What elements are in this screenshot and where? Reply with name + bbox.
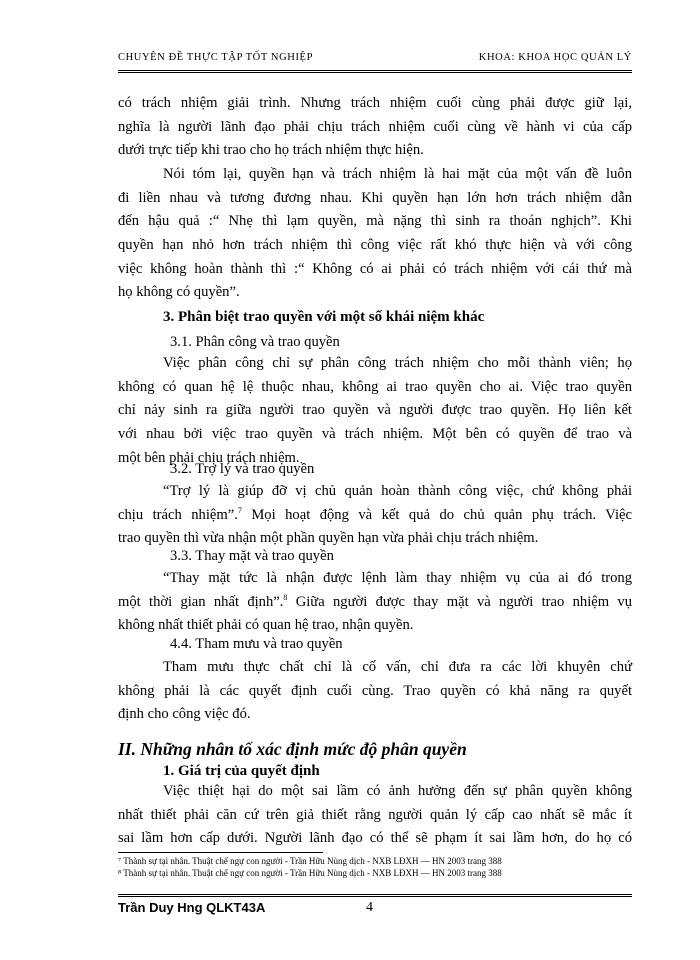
- text-line: đến hậu quả :“ Nhẹ thì lạm quyền, mà nặng thì sinh ra thoán nghịch”. Khi: [118, 213, 632, 230]
- text-fragment: một thời gian nhất định”.: [118, 593, 284, 610]
- subsection-1-text: [118, 780, 632, 851]
- text-line: không có quan hệ lệ thuộc nhau, không ai trao quyền cho ai. Việc trao quyền: [118, 378, 632, 395]
- header-right-text: KHOA: KHOA HỌC QUẢN LÝ: [478, 52, 632, 63]
- section-ii-heading: II. Những nhân tố xác định mức độ phân quyền: [118, 739, 467, 759]
- text-line: Tham mưu thực chất chỉ là cố vấn, chỉ đưa ra các lời khuyên chứ: [163, 659, 632, 675]
- footer-divider: [118, 894, 632, 897]
- footer-author: Trần Duy Hng QLKT43A: [118, 900, 266, 915]
- paragraph-2: [118, 163, 632, 305]
- header-divider: [118, 70, 632, 73]
- text-line: một bên phải chịu trách nhiệm.: [118, 449, 300, 466]
- subsection-3-3-heading: 3.3. Thay mặt và trao quyền: [170, 548, 334, 564]
- text-line: đi liền nhau và tương đương nhau. Khi quyền hạn lớn hơn trách nhiệm dẫn: [118, 189, 632, 206]
- text-fragment: chịu trách nhiệm”.: [118, 506, 238, 523]
- subsection-3-3-text: [118, 567, 632, 638]
- text-line: nghĩa là người lãnh đạo phải chịu trách nhiệm cuối cùng về hành vi của cấp: [118, 118, 632, 135]
- text-line: Việc thiệt hại do một sai lầm có ảnh hưởng đến sự phân quyền không: [163, 783, 632, 799]
- text-line: việc không hoàn thành thì :“ Không có ai phải có trách nhiệm với cái thứ mà: [118, 260, 632, 277]
- subsection-3-2-text: [118, 480, 632, 551]
- text-line: không phải là các quyết định cuối cùng. Trao quyền có khả năng ra quyết: [118, 682, 632, 699]
- subsection-3-1-text: [118, 352, 632, 470]
- section-3-heading: 3. Phân biệt trao quyền với một số khái niệm khác: [163, 309, 485, 325]
- text-line: dưới trực tiếp khi trao cho họ trách nhiệm thực hiện.: [118, 142, 424, 159]
- page-number: 4: [366, 900, 373, 915]
- header-left-text: CHUYÊN ĐỀ THỰC TẬP TỐT NGHIỆP: [118, 52, 314, 63]
- subsection-1-heading: 1. Giá trị của quyết định: [163, 763, 320, 779]
- subsection-3-1-heading: 3.1. Phân công và trao quyền: [170, 334, 340, 350]
- text-line: chỉ nảy sinh ra giữa người trao quyền và người được trao quyền. Họ liên kết: [118, 402, 632, 419]
- subsection-4-4-heading: 4.4. Tham mưu và trao quyền: [170, 636, 343, 652]
- text-line: “Trợ lý là giúp đỡ vị chủ quản hoàn thành công việc, chứ không phải: [163, 483, 632, 499]
- text-line: [118, 504, 632, 528]
- text-line: với nhau bởi việc trao quyền và trách nhiệm. Một bên có quyền để trao và: [118, 426, 632, 443]
- text-line: nhất thiết phải căn cứ trên giả thiết rằng người quản lý cấp cao nhất sẽ mắc ít: [118, 806, 632, 823]
- text-line: “Thay mặt tức là nhận được lệnh làm thay nhiệm vụ của ai đó trong: [163, 570, 632, 586]
- footnote-ref-8: 8: [283, 592, 288, 602]
- text-line: Nói tóm lại, quyền hạn và trách nhiệm là hai mặt của một vấn đề luôn: [163, 166, 632, 182]
- text-line: Việc phân công chỉ sự phân công trách nhiệm cho mỗi thành viên; họ: [163, 355, 632, 371]
- text-fragment: Giữa người được thay mặt và người trao nhiệm vụ: [287, 593, 632, 610]
- text-fragment: Mọi hoạt động và kết quả do chủ quản phụ trách. Việc: [241, 506, 632, 523]
- text-line: họ không có quyền”.: [118, 284, 240, 301]
- text-line: quyền hạn nhỏ hơn trách nhiệm thì công việc rất khó thực hiện và với công: [118, 237, 632, 254]
- text-line: sai lầm hơn cấp dưới. Người lãnh đạo có thể sẽ phạm ít sai lầm hơn, do họ có: [118, 830, 632, 847]
- text-line: trao quyền thì vừa nhận một phần quyền hạn vừa phải chịu trách nhiệm.: [118, 530, 539, 547]
- footnote-separator: [118, 852, 323, 853]
- paragraph-1: [118, 92, 632, 163]
- text-line: [118, 591, 632, 615]
- subsection-3-2-heading: 3.2. Trợ lý và trao quyền: [170, 461, 315, 477]
- text-line: định cho công việc đó.: [118, 706, 251, 723]
- text-line: không nhất thiết phải có quan hệ trao, nhận quyền.: [118, 617, 414, 634]
- text-line: có trách nhiệm giải trình. Nhưng trách nhiệm cuối cùng phải được giữ lại,: [118, 95, 632, 111]
- footnote-7: ⁷ Thành sự tại nhân. Thuật chế ngự con người - Trần Hữu Nùng dịch - NXB LĐXH — HN 2003 trang 388: [118, 856, 502, 866]
- footnote-8: ⁸ Thành sự tại nhân. Thuật chế ngự con người - Trần Hữu Nùng dịch - NXB LĐXH — HN 2003 trang 388: [118, 868, 502, 878]
- footnote-ref-7: 7: [237, 505, 242, 515]
- subsection-4-4-text: [118, 656, 632, 727]
